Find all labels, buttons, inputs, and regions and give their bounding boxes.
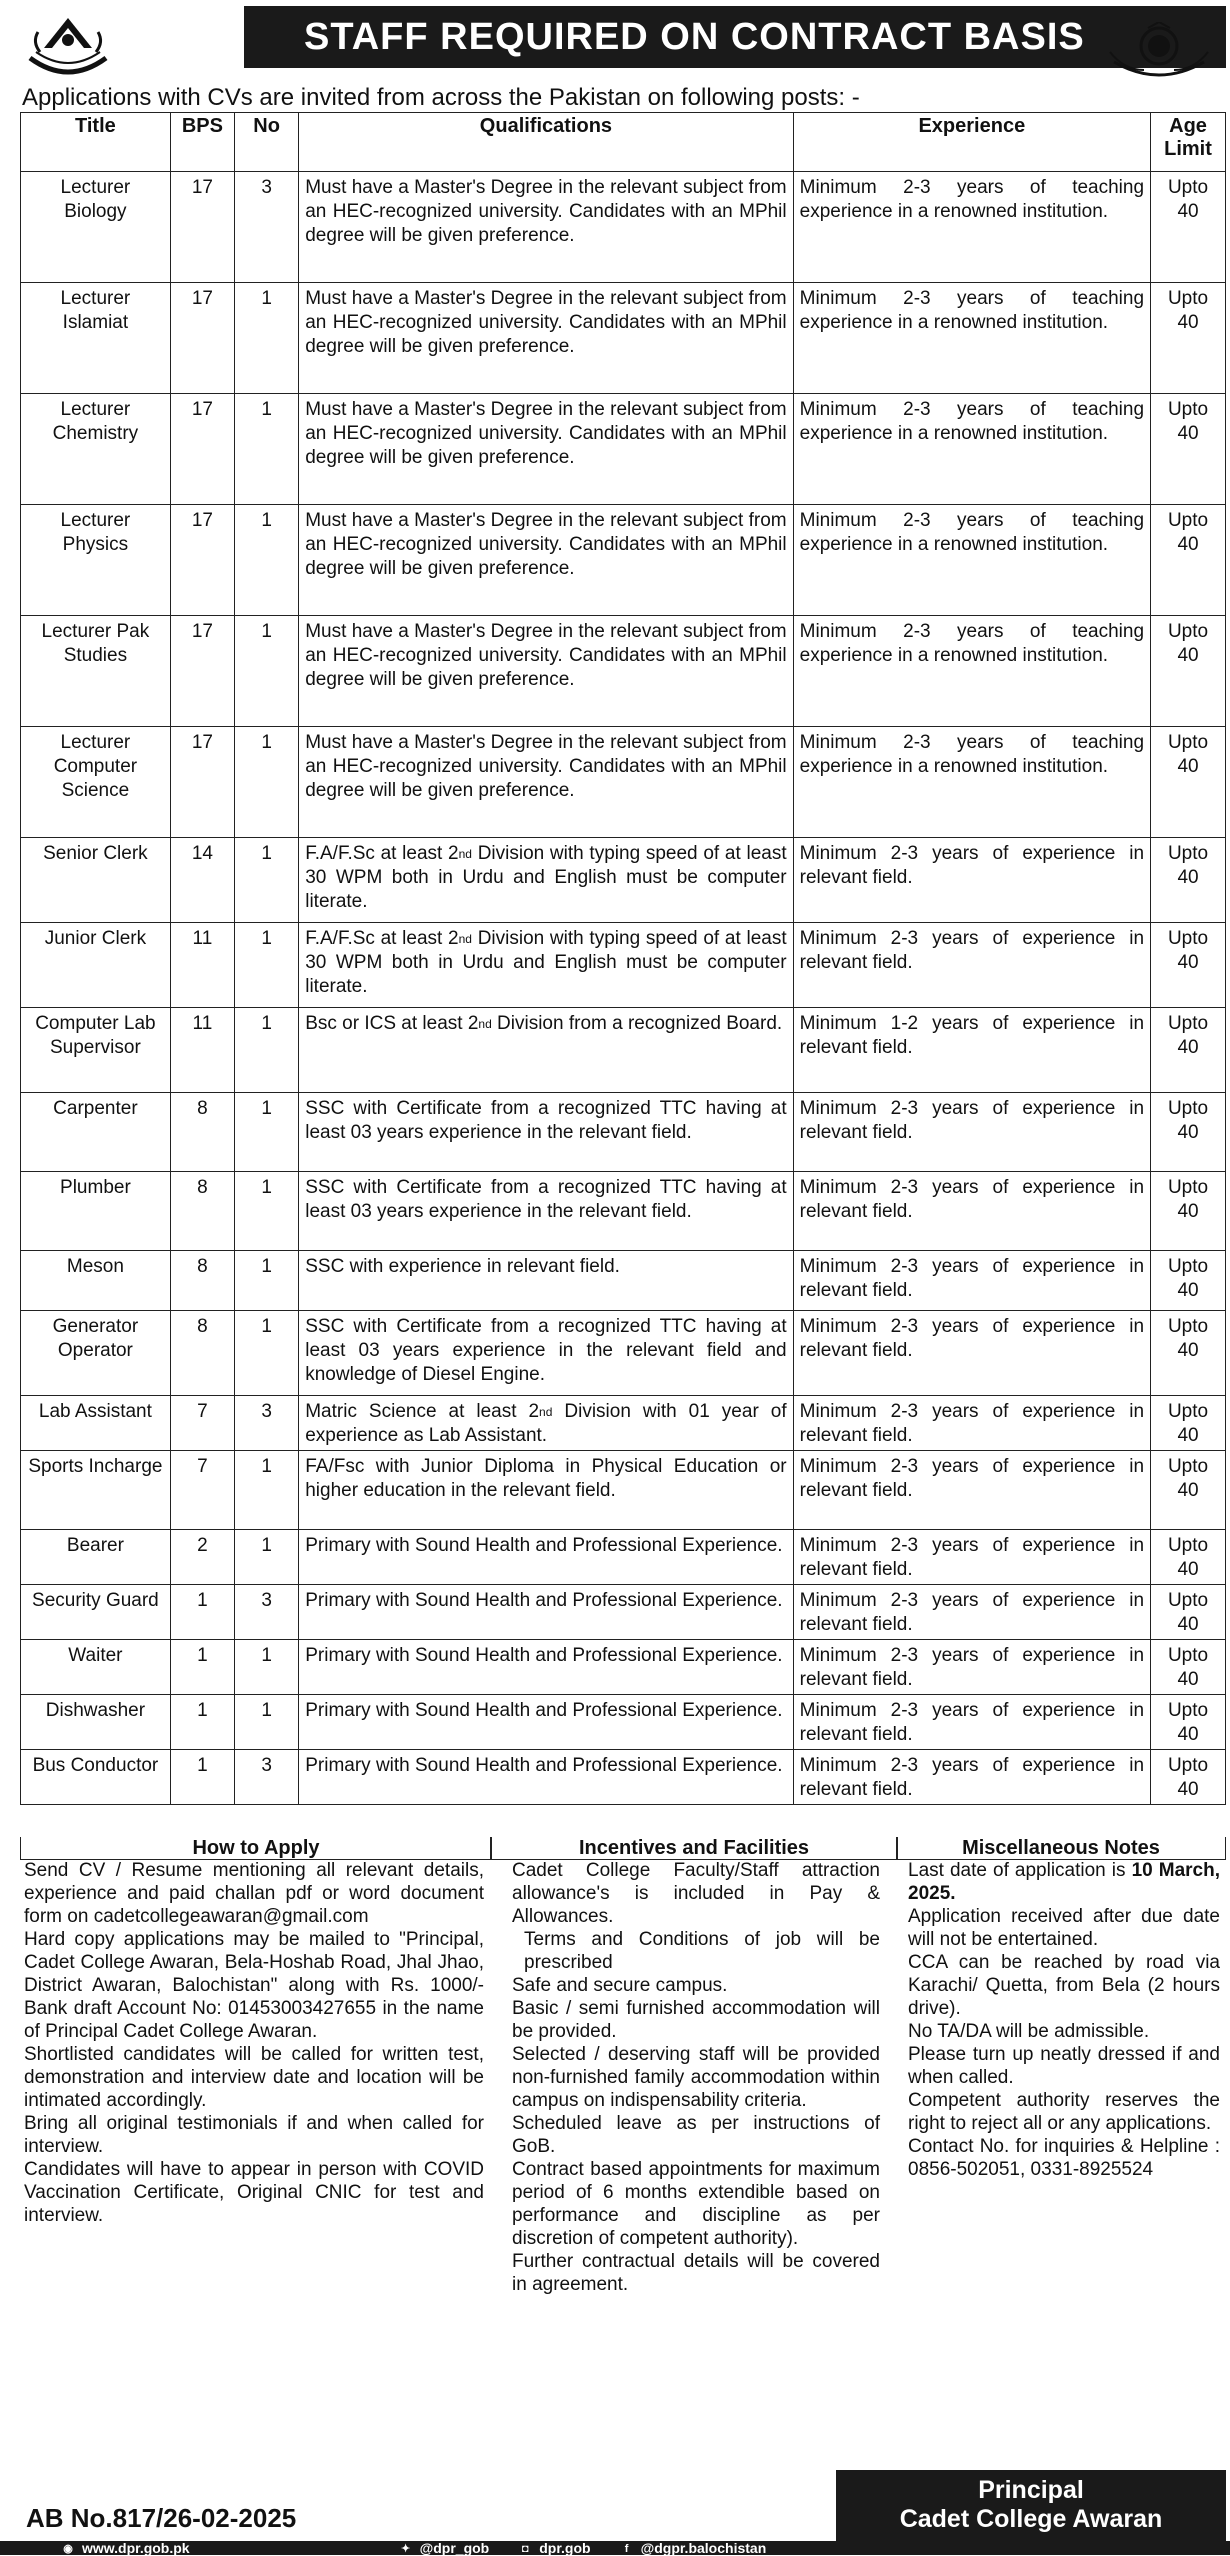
- last-date-value: 10 March, 2025.: [908, 1860, 1221, 1904]
- header-qualifications: Qualifications: [299, 113, 793, 172]
- post-qualification: Primary with Sound Health and Professional Experience.: [299, 1530, 793, 1585]
- post-count: 1: [235, 505, 299, 616]
- table-row: [21, 1396, 1226, 1451]
- post-experience: Minimum 2-3 years of teaching experience in a renowned institution.: [793, 283, 1150, 394]
- post-qualification: Must have a Master's Degree in the relevant subject from an HEC-recognized university. Candidates with an MPhil degree will be given preference.: [299, 727, 793, 838]
- table-row: [21, 1451, 1226, 1530]
- post-age-limit: Upto 40: [1151, 1530, 1226, 1585]
- table-row: [21, 1695, 1226, 1750]
- incentive-item: Selected / deserving staff will be provided non-furnished family accommodation within campus on indispensability criteria.: [512, 2044, 880, 2111]
- misc-item: No TA/DA will be admissible.: [908, 2021, 1150, 2042]
- footer-facebook[interactable]: f @dgpr.balochistan: [619, 2541, 767, 2555]
- post-title: Lecturer Pak Studies: [21, 616, 171, 727]
- misc-notes-heading: Miscellaneous Notes: [896, 1837, 1226, 1860]
- post-age-limit: Upto 40: [1151, 1695, 1226, 1750]
- incentive-item: Terms and Conditions of job will be prescribed: [524, 1929, 880, 1973]
- post-experience: Minimum 2-3 years of teaching experience in a renowned institution.: [793, 727, 1150, 838]
- signature-box: [836, 2470, 1226, 2542]
- post-title: Security Guard: [21, 1585, 171, 1640]
- post-bps: 1: [170, 1640, 234, 1695]
- post-qualification: Must have a Master's Degree in the relevant subject from an HEC-recognized university. Candidates with an MPhil degree will be given preference.: [299, 283, 793, 394]
- post-experience: Minimum 2-3 years of experience in relevant field.: [793, 1396, 1150, 1451]
- post-age-limit: Upto 40: [1151, 1172, 1226, 1251]
- post-age-limit: Upto 40: [1151, 1585, 1226, 1640]
- post-qualification: F.A/F.Sc at least 2nd Division with typing speed of at least 30 WPM both in Urdu and English must be computer literate.: [299, 838, 793, 923]
- post-age-limit: Upto 40: [1151, 1311, 1226, 1396]
- post-qualification: Matric Science at least 2nd Division with 01 year of experience as Lab Assistant.: [299, 1396, 793, 1451]
- post-count: 1: [235, 1451, 299, 1530]
- header-no: No: [235, 113, 299, 172]
- post-count: 1: [235, 1311, 299, 1396]
- post-count: 1: [235, 616, 299, 727]
- post-qualification: Bsc or ICS at least 2nd Division from a recognized Board.: [299, 1008, 793, 1093]
- post-experience: Minimum 2-3 years of teaching experience in a renowned institution.: [793, 505, 1150, 616]
- table-row: [21, 1093, 1226, 1172]
- post-title: Lab Assistant: [21, 1396, 171, 1451]
- post-qualification: Must have a Master's Degree in the relevant subject from an HEC-recognized university. Candidates with an MPhil degree will be given preference.: [299, 616, 793, 727]
- post-experience: Minimum 2-3 years of experience in relevant field.: [793, 1251, 1150, 1311]
- post-count: 1: [235, 923, 299, 1008]
- incentive-item: Cadet College Faculty/Staff attraction allowance's is included in Pay & Allowances.: [512, 1860, 880, 1927]
- post-bps: 8: [170, 1093, 234, 1172]
- post-age-limit: Upto 40: [1151, 727, 1226, 838]
- how-to-apply-column: [24, 1859, 484, 2227]
- intro-text: Applications with CVs are invited from across the Pakistan on following posts: -: [22, 84, 860, 111]
- misc-notes-column: [908, 1859, 1220, 2181]
- post-title: Waiter: [21, 1640, 171, 1695]
- post-bps: 17: [170, 172, 234, 283]
- post-bps: 14: [170, 838, 234, 923]
- misc-item: Application received after due date will not be entertained.: [908, 1906, 1220, 1950]
- footer-instagram[interactable]: ◘ dpr.gob: [517, 2541, 590, 2555]
- post-age-limit: Upto 40: [1151, 394, 1226, 505]
- post-qualification: Primary with Sound Health and Professional Experience.: [299, 1750, 793, 1805]
- post-count: 1: [235, 1008, 299, 1093]
- post-experience: Minimum 1-2 years of experience in relevant field.: [793, 1008, 1150, 1093]
- post-count: 3: [235, 1396, 299, 1451]
- instagram-icon: ◘: [521, 2543, 529, 2555]
- post-age-limit: Upto 40: [1151, 1396, 1226, 1451]
- post-qualification: Must have a Master's Degree in the relevant subject from an HEC-recognized university. Candidates with an MPhil degree will be given preference.: [299, 505, 793, 616]
- post-title: Bearer: [21, 1530, 171, 1585]
- twitter-icon: ✦: [400, 2543, 411, 2555]
- post-age-limit: Upto 40: [1151, 505, 1226, 616]
- table-row: [21, 838, 1226, 923]
- post-qualification: SSC with experience in relevant field.: [299, 1251, 793, 1311]
- post-count: 1: [235, 1093, 299, 1172]
- post-title: Meson: [21, 1251, 171, 1311]
- post-experience: Minimum 2-3 years of experience in relevant field.: [793, 923, 1150, 1008]
- signatory-title: Principal: [978, 2476, 1084, 2504]
- footer-bar: [0, 2541, 1230, 2555]
- post-bps: 8: [170, 1172, 234, 1251]
- apply-paragraph: Bring all original testimonials if and when called for interview.: [24, 2113, 484, 2157]
- post-age-limit: Upto 40: [1151, 1750, 1226, 1805]
- misc-item: Please turn up neatly dressed if and when called.: [908, 2044, 1220, 2088]
- post-count: 1: [235, 283, 299, 394]
- post-age-limit: Upto 40: [1151, 838, 1226, 923]
- post-title: Generator Operator: [21, 1311, 171, 1396]
- incentive-item: Safe and secure campus.: [512, 1975, 728, 1996]
- misc-item: Competent authority reserves the right to reject all or any applications.: [908, 2090, 1220, 2134]
- post-qualification: Primary with Sound Health and Professional Experience.: [299, 1695, 793, 1750]
- post-experience: Minimum 2-3 years of experience in relevant field.: [793, 838, 1150, 923]
- post-qualification: Primary with Sound Health and Professional Experience.: [299, 1640, 793, 1695]
- post-title: Lecturer Chemistry: [21, 394, 171, 505]
- table-row: [21, 1585, 1226, 1640]
- post-title: Plumber: [21, 1172, 171, 1251]
- post-bps: 8: [170, 1311, 234, 1396]
- post-title: Lecturer Computer Science: [21, 727, 171, 838]
- post-age-limit: Upto 40: [1151, 283, 1226, 394]
- post-title: Lecturer Biology: [21, 172, 171, 283]
- page-title: STAFF REQUIRED ON CONTRACT BASIS: [304, 16, 1085, 58]
- post-bps: 1: [170, 1750, 234, 1805]
- post-experience: Minimum 2-3 years of experience in relevant field.: [793, 1530, 1150, 1585]
- post-experience: Minimum 2-3 years of teaching experience in a renowned institution.: [793, 394, 1150, 505]
- header-bps: BPS: [170, 113, 234, 172]
- table-row: [21, 727, 1226, 838]
- post-bps: 2: [170, 1530, 234, 1585]
- advertisement-number: AB No.817/26-02-2025: [26, 2503, 297, 2533]
- table-row: [21, 1530, 1226, 1585]
- post-title: Lecturer Physics: [21, 505, 171, 616]
- post-count: 1: [235, 1251, 299, 1311]
- post-title: Computer Lab Supervisor: [21, 1008, 171, 1093]
- post-experience: Minimum 2-3 years of teaching experience in a renowned institution.: [793, 616, 1150, 727]
- post-title: Sports Incharge: [21, 1451, 171, 1530]
- header-experience: Experience: [793, 113, 1150, 172]
- post-experience: Minimum 2-3 years of experience in relevant field.: [793, 1172, 1150, 1251]
- post-count: 1: [235, 727, 299, 838]
- post-age-limit: Upto 40: [1151, 1093, 1226, 1172]
- post-count: 3: [235, 1585, 299, 1640]
- facebook-icon: f: [624, 2543, 629, 2555]
- post-count: 3: [235, 1750, 299, 1805]
- post-count: 1: [235, 394, 299, 505]
- bottom-info-section: [20, 1837, 1226, 2295]
- table-row: [21, 1008, 1226, 1093]
- table-row: [21, 394, 1226, 505]
- post-bps: 17: [170, 394, 234, 505]
- incentive-item: Basic / semi furnished accommodation will be provided.: [512, 1998, 880, 2042]
- table-header-row: [21, 113, 1226, 172]
- posts-table: [20, 112, 1226, 1805]
- post-count: 1: [235, 1530, 299, 1585]
- post-age-limit: Upto 40: [1151, 616, 1226, 727]
- misc-item: CCA can be reached by road via Karachi/ Quetta, from Bela (2 hours drive).: [908, 1952, 1220, 2019]
- post-age-limit: Upto 40: [1151, 923, 1226, 1008]
- post-title: Lecturer Islamiat: [21, 283, 171, 394]
- post-bps: 11: [170, 1008, 234, 1093]
- post-title: Bus Conductor: [21, 1750, 171, 1805]
- table-row: [21, 1172, 1226, 1251]
- post-title: Carpenter: [21, 1093, 171, 1172]
- post-count: 1: [235, 1172, 299, 1251]
- how-to-apply-heading: How to Apply: [20, 1837, 492, 1860]
- post-bps: 8: [170, 1251, 234, 1311]
- table-row: [21, 1311, 1226, 1396]
- post-count: 1: [235, 1640, 299, 1695]
- table-row: [21, 505, 1226, 616]
- post-qualification: F.A/F.Sc at least 2nd Division with typing speed of at least 30 WPM both in Urdu and English must be computer literate.: [299, 923, 793, 1008]
- post-experience: Minimum 2-3 years of experience in relevant field.: [793, 1585, 1150, 1640]
- post-bps: 17: [170, 616, 234, 727]
- post-bps: 7: [170, 1451, 234, 1530]
- incentives-heading: Incentives and Facilities: [490, 1837, 898, 1860]
- post-experience: Minimum 2-3 years of teaching experience in a renowned institution.: [793, 172, 1150, 283]
- post-bps: 17: [170, 505, 234, 616]
- post-experience: Minimum 2-3 years of experience in relevant field.: [793, 1750, 1150, 1805]
- post-age-limit: Upto 40: [1151, 1008, 1226, 1093]
- table-row: [21, 1640, 1226, 1695]
- post-title: Dishwasher: [21, 1695, 171, 1750]
- post-age-limit: Upto 40: [1151, 172, 1226, 283]
- table-row: [21, 616, 1226, 727]
- footer-website[interactable]: ◉ www.dpr.gob.pk: [60, 2541, 190, 2555]
- post-qualification: Must have a Master's Degree in the relevant subject from an HEC-recognized university. Candidates with an MPhil degree will be given preference.: [299, 172, 793, 283]
- post-title: Senior Clerk: [21, 838, 171, 923]
- incentive-item: Contract based appointments for maximum period of 6 months extendible based on performance and discipline as per discretion of competent authority).: [512, 2159, 880, 2249]
- post-bps: 17: [170, 727, 234, 838]
- post-age-limit: Upto 40: [1151, 1640, 1226, 1695]
- incentive-item: Further contractual details will be covered in agreement.: [512, 2251, 880, 2295]
- post-experience: Minimum 2-3 years of experience in relevant field.: [793, 1640, 1150, 1695]
- post-title: Junior Clerk: [21, 923, 171, 1008]
- apply-paragraph: Shortlisted candidates will be called for written test, demonstration and interview date and location will be intimated accordingly.: [24, 2044, 484, 2111]
- post-age-limit: Upto 40: [1151, 1251, 1226, 1311]
- table-row: [21, 923, 1226, 1008]
- post-experience: Minimum 2-3 years of experience in relevant field.: [793, 1093, 1150, 1172]
- footer-twitter[interactable]: ✦ @dpr_gob: [398, 2541, 490, 2555]
- post-qualification: Primary with Sound Health and Professional Experience.: [299, 1585, 793, 1640]
- incentive-item: Scheduled leave as per instructions of GoB.: [512, 2113, 880, 2157]
- title-banner: [244, 6, 1226, 68]
- post-experience: Minimum 2-3 years of experience in relevant field.: [793, 1695, 1150, 1750]
- signatory-institution: Cadet College Awaran: [899, 2505, 1163, 2533]
- post-age-limit: Upto 40: [1151, 1451, 1226, 1530]
- header-age-limit: Age Limit: [1151, 113, 1226, 172]
- table-row: [21, 172, 1226, 283]
- post-bps: 7: [170, 1396, 234, 1451]
- incentives-column: [512, 1859, 880, 2296]
- right-crest-logo: [1104, 22, 1196, 102]
- post-count: 1: [235, 838, 299, 923]
- post-qualification: SSC with Certificate from a recognized TTC having at least 03 years experience in the relevant field.: [299, 1172, 793, 1251]
- post-experience: Minimum 2-3 years of experience in relevant field.: [793, 1311, 1150, 1396]
- post-qualification: SSC with Certificate from a recognized TTC having at least 03 years experience in the relevant field.: [299, 1093, 793, 1172]
- post-count: 3: [235, 172, 299, 283]
- post-qualification: SSC with Certificate from a recognized TTC having at least 03 years experience in the relevant field and knowledge of Diesel Engine.: [299, 1311, 793, 1396]
- post-experience: Minimum 2-3 years of experience in relevant field.: [793, 1451, 1150, 1530]
- post-bps: 1: [170, 1695, 234, 1750]
- post-count: 1: [235, 1695, 299, 1750]
- post-qualification: FA/Fsc with Junior Diploma in Physical Education or higher education in the relevant field.: [299, 1451, 793, 1530]
- globe-icon: ◉: [63, 2543, 73, 2555]
- post-bps: 17: [170, 283, 234, 394]
- apply-paragraph: Send CV / Resume mentioning all relevant details, experience and paid challan pdf or word document form on cadetcollegeawaran@gmail.com: [24, 1860, 484, 1927]
- table-row: [21, 1251, 1226, 1311]
- table-row: [21, 283, 1226, 394]
- last-date-note: Last date of application is 10 March, 2025.: [908, 1860, 1221, 1904]
- header-title: Title: [21, 113, 171, 172]
- post-bps: 1: [170, 1585, 234, 1640]
- table-row: [21, 1750, 1226, 1805]
- misc-item: Contact No. for inquiries & Helpline : 0856-502051, 0331-8925524: [908, 2136, 1220, 2180]
- apply-paragraph: Candidates will have to appear in person with COVID Vaccination Certificate, Original CNIC for test and interview.: [24, 2159, 484, 2226]
- post-qualification: Must have a Master's Degree in the relevant subject from an HEC-recognized university. Candidates with an MPhil degree will be given preference.: [299, 394, 793, 505]
- left-emblem-logo: [22, 8, 114, 88]
- apply-paragraph: Hard copy applications may be mailed to "Principal, Cadet College Awaran, Bela-Hoshab Road, Jhal Jhao, District Awaran, Balochistan" along with Rs. 1000/- Bank draft Account No: 01453003427655 in the name of Principal Cadet College Awaran.: [24, 1929, 484, 2042]
- post-bps: 11: [170, 923, 234, 1008]
